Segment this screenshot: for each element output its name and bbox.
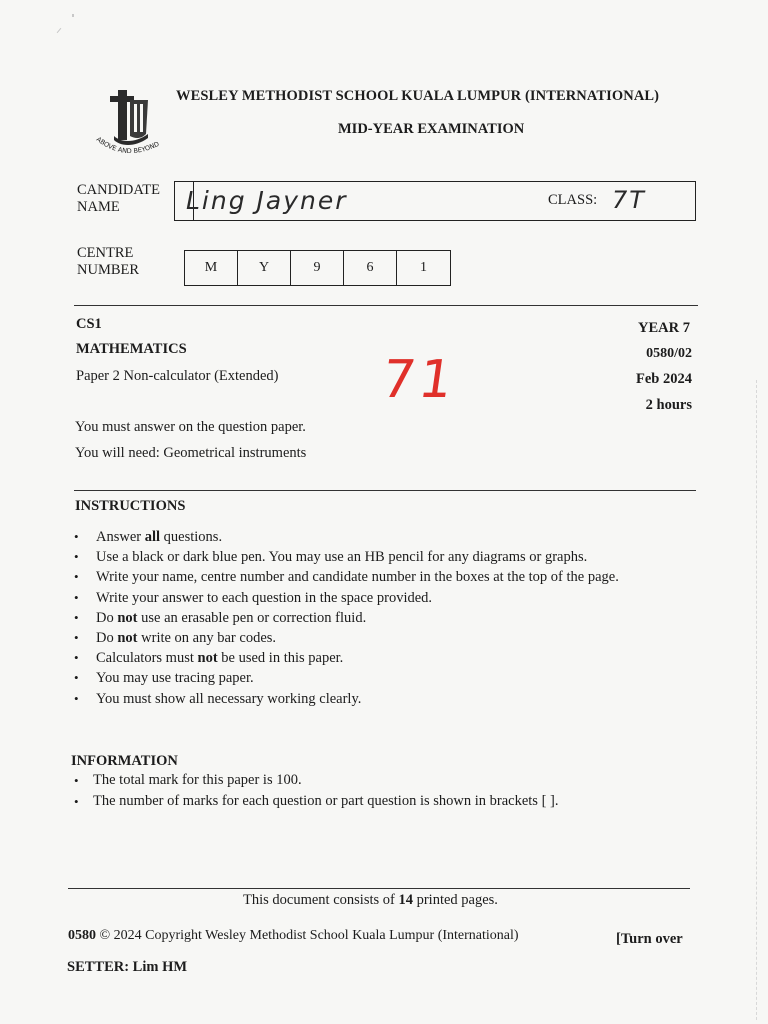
centre-label-line1: CENTRE xyxy=(77,245,134,261)
centre-digit: 6 xyxy=(344,251,397,285)
candidate-name-handwritten: Ling Jayner xyxy=(186,186,348,215)
information-item: • The total mark for this paper is 100. xyxy=(74,770,559,791)
instruction-item: • You must show all necessary working clearly. xyxy=(74,689,619,709)
information-list xyxy=(74,770,559,812)
candidate-label-line2: NAME xyxy=(77,199,120,215)
information-item: • The number of marks for each question or part question is shown in brackets [ ]. xyxy=(74,791,559,812)
candidate-label-line1: CANDIDATE xyxy=(77,182,160,198)
information-heading: INFORMATION xyxy=(71,753,178,769)
exam-duration: 2 hours xyxy=(645,397,692,413)
instruments-note: You will need: Geometrical instruments xyxy=(75,445,307,461)
score-mark-handwritten: 71 xyxy=(377,350,461,410)
candidate-name-label xyxy=(77,182,160,216)
divider-footer xyxy=(68,888,690,889)
school-logo xyxy=(90,84,170,164)
centre-digit: 9 xyxy=(291,251,344,285)
answer-note: You must answer on the question paper. xyxy=(75,419,306,435)
class-label: CLASS: xyxy=(548,192,598,208)
exam-title: MID-YEAR EXAMINATION xyxy=(338,121,525,137)
instruction-item: • Calculators must not be used in this paper. xyxy=(74,648,619,668)
instruction-item: • You may use tracing paper. xyxy=(74,668,619,688)
instruction-item: • Write your name, centre number and candidate number in the boxes at the top of the page. xyxy=(74,567,619,587)
paper-name: Paper 2 Non-calculator (Extended) xyxy=(76,368,279,384)
centre-number-label xyxy=(77,245,139,279)
instructions-heading: INSTRUCTIONS xyxy=(75,498,186,514)
instruction-item: • Write your answer to each question in the space provided. xyxy=(74,588,619,608)
instruction-item: • Use a black or dark blue pen. You may use an HB pencil for any diagrams or graphs. xyxy=(74,547,619,567)
centre-digit: Y xyxy=(238,251,291,285)
page-count-note: This document consists of 14 printed pages. xyxy=(243,892,498,908)
year-label: YEAR 7 xyxy=(638,320,690,336)
turn-over-label: [Turn over xyxy=(616,931,683,947)
class-value-handwritten: 7T xyxy=(612,186,646,214)
instruction-item: • Answer all questions. xyxy=(74,527,619,547)
logo-motto: ABOVE AND BEYOND xyxy=(94,135,161,156)
centre-digit: 1 xyxy=(420,260,427,275)
scan-edge xyxy=(756,380,758,1020)
divider-top xyxy=(74,305,698,306)
copyright-line: 0580 © 2024 Copyright Wesley Methodist School Kuala Lumpur (International) xyxy=(68,928,519,943)
instruction-item: • Do not use an erasable pen or correction fluid. xyxy=(74,608,619,628)
exam-date: Feb 2024 xyxy=(636,371,692,387)
subject-title: MATHEMATICS xyxy=(76,341,187,357)
instruction-item: • Do not write on any bar codes. xyxy=(74,628,619,648)
setter-label: SETTER: Lim HM xyxy=(67,959,188,975)
centre-number-box xyxy=(184,250,451,286)
scan-speck xyxy=(57,28,62,33)
school-name: WESLEY METHODIST SCHOOL KUALA LUMPUR (INTERNATIONAL) xyxy=(176,88,660,104)
centre-label-line2: NUMBER xyxy=(77,262,140,278)
scan-speck xyxy=(72,14,74,17)
paper-code-left: CS1 xyxy=(76,316,102,332)
centre-digit: M xyxy=(185,251,238,285)
divider-middle xyxy=(74,490,696,491)
paper-code: 0580/02 xyxy=(646,346,692,361)
instructions-list xyxy=(74,527,619,709)
